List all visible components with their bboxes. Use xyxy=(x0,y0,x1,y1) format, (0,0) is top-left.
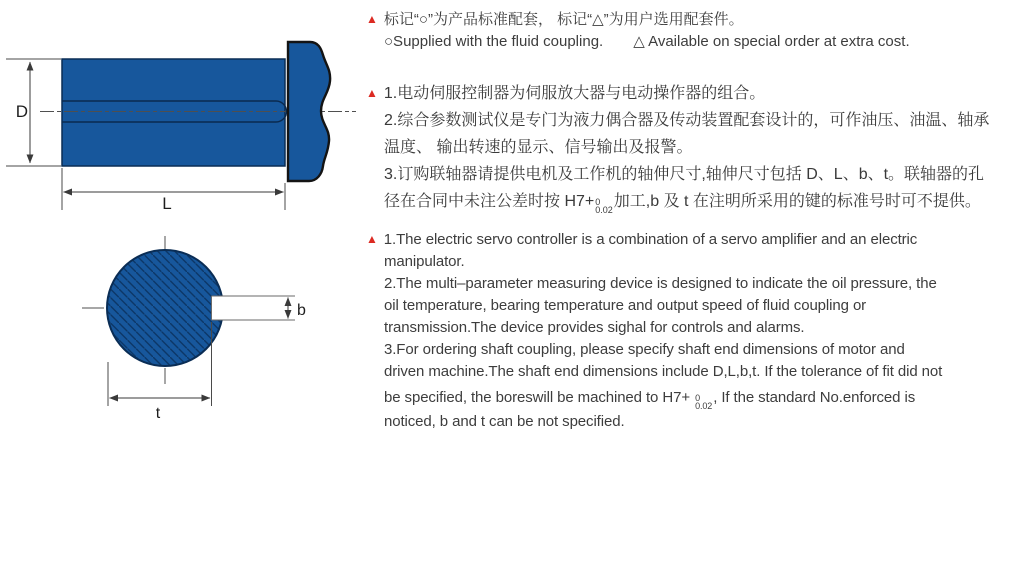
shaft-body xyxy=(62,59,285,166)
dimension-label-b: b xyxy=(297,302,306,319)
english-notes-block xyxy=(366,228,1018,433)
tolerance-lower: 0.02 xyxy=(595,205,613,215)
cn-note-line3 xyxy=(366,134,1018,161)
chinese-notes-block xyxy=(366,80,1018,215)
en-note-line5 xyxy=(366,317,1018,339)
shaft-cross-section-view xyxy=(82,236,306,422)
red-triangle-icon: ▲ xyxy=(366,12,378,26)
dimension-label-d: D xyxy=(15,102,28,121)
cn-note-2: 2.综合参数测试仪是专门为液力偶合器及传动装置配套设计的，可作油压、油温、轴承 xyxy=(384,112,990,129)
tolerance-stack xyxy=(695,394,712,411)
dimension-label-t: t xyxy=(155,405,161,422)
cn-note-1: 1.电动伺服控制器为伺服放大器与电动操作器的组合。 xyxy=(383,85,766,102)
en-note-6: 3.For ordering shaft coupling, please specify shaft end dimensions of motor and xyxy=(384,341,905,358)
en-note-line7 xyxy=(366,361,1018,383)
en-note-9: noticed, b and t can be not specified. xyxy=(384,413,625,430)
dimension-label-l: L xyxy=(162,194,172,213)
shaft-side-view xyxy=(6,42,356,213)
legend-en-supplied: ○Supplied with the fluid coupling. xyxy=(384,33,604,50)
legend-note-line-cn xyxy=(366,8,1018,31)
shaft-section-circle xyxy=(107,250,223,366)
tolerance-upper: 0 xyxy=(595,197,601,207)
cn-note-5-post: 加工,b 及 t 在注明所采用的键的标准号时可不提供。 xyxy=(613,193,981,210)
tolerance-upper: 0 xyxy=(695,393,700,403)
shaft-drawing-svg xyxy=(0,0,360,440)
cn-note-line2 xyxy=(366,107,1018,134)
cn-note-3: 温度、 输出转速的显示、信号输出及报警。 xyxy=(384,139,693,156)
cn-note-4: 3.订购联轴器请提供电机及工作机的轴伸尺寸,轴伸尺寸包括 D、L、b、t。联轴器的孔 xyxy=(384,166,985,183)
en-note-1: 1.The electric servo controller is a combination of a servo amplifier and an electric xyxy=(383,231,918,248)
legend-en-available: △ Available on special order at extra cost. xyxy=(633,33,910,50)
en-note-line3 xyxy=(366,273,1018,295)
legend-note-block xyxy=(366,8,1018,53)
en-note-2: manipulator. xyxy=(384,253,465,270)
en-note-line6 xyxy=(366,339,1018,361)
en-note-line2 xyxy=(366,251,1018,273)
en-note-line4 xyxy=(366,295,1018,317)
shaft-technical-drawing xyxy=(0,0,360,440)
tolerance-lower: 0.02 xyxy=(695,401,713,411)
legend-note-line-en xyxy=(366,31,1018,53)
cn-note-line4 xyxy=(366,161,1018,188)
en-note-line9 xyxy=(366,411,1018,433)
tolerance-stack xyxy=(595,198,613,215)
en-note-8-post: , If the standard No.enforced is xyxy=(713,389,916,406)
red-triangle-icon: ▲ xyxy=(366,232,378,246)
en-note-4: oil temperature, bearing temperature and output speed of fluid coupling or xyxy=(384,297,867,314)
cn-note-5-pre: 径在合同中未注公差时按 H7+ xyxy=(384,193,595,210)
en-note-7: driven machine.The shaft end dimensions include D,L,b,t. If the tolerance of fit did not xyxy=(384,363,943,380)
legend-cn-text: 标记“○”为产品标准配套， 标记“△”为用户选用配套件。 xyxy=(383,11,744,28)
red-triangle-icon: ▲ xyxy=(366,86,378,100)
en-note-3: 2.The multi–parameter measuring device is designed to indicate the oil pressure, the xyxy=(384,275,937,292)
cn-note-line5 xyxy=(366,188,1018,215)
cn-note-line1 xyxy=(366,80,1018,107)
en-note-5: transmission.The device provides sighal for controls and alarms. xyxy=(384,319,805,336)
en-note-line1 xyxy=(366,228,1018,251)
keyway-notch xyxy=(212,297,296,320)
en-note-line8 xyxy=(366,387,1018,411)
en-note-8-pre: be specified, the boreswill be machined to H7+ xyxy=(384,389,695,406)
